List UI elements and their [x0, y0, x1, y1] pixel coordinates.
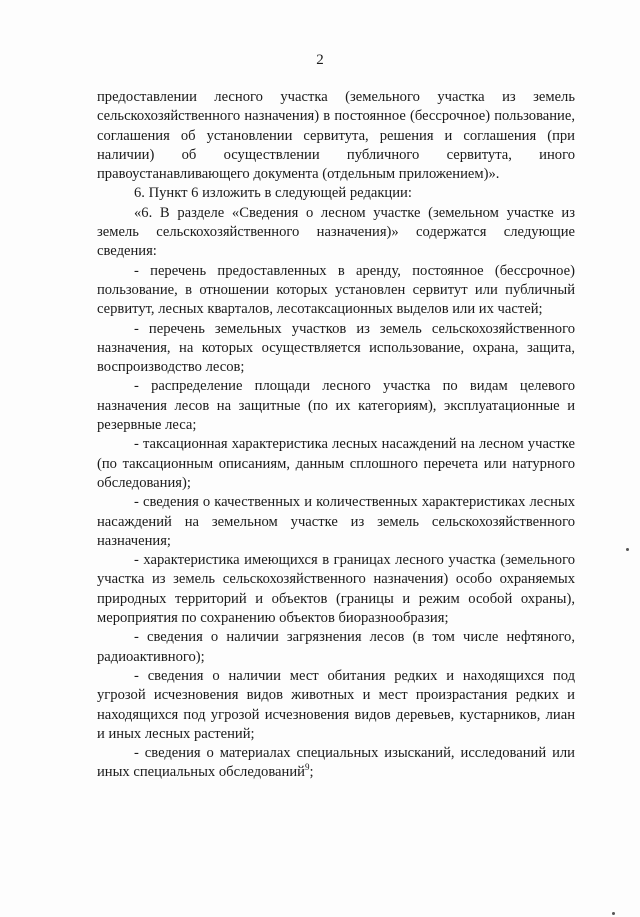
- list-item: - сведения о наличии загрязнения лесов (в том числе нефтяного, радиоактивного);: [97, 629, 575, 665]
- paragraph-continuation: предоставлении лесного участка (земельного участка из земель сельскохозяйственного назначения) в постоянное (бессрочное) пользование, соглашения об установлении сервитута, решения и соглашения (при наличии) об осуществлении публичного сервитута, иного правоустанавливающего документа (отдельным приложением)».: [97, 89, 575, 183]
- document-body: [97, 88, 575, 783]
- list-item-text: - сведения о материалах специальных изысканий, исследований или иных специальных обследований: [97, 745, 575, 781]
- list-item: - перечень земельных участков из земель сельскохозяйственного назначения, на которых осуществляется использование, охрана, защита, воспроизводство лесов;: [97, 320, 575, 376]
- list-item: - сведения о наличии мест обитания редких и находящихся под угрозой исчезновения видов животных и мест произрастания редких и находящихся под угрозой исчезновения видов деревьев, кустарников, лиан и иных лесных растений;: [97, 667, 575, 742]
- list-item: - перечень предоставленных в аренду, постоянное (бессрочное) пользование, в отношении которых установлен сервитут или публичный сервитут, лесных кварталов, лесотаксационных выделов или их частей;: [97, 262, 575, 318]
- paragraph-section-intro: «6. В разделе «Сведения о лесном участке (земельном участке из земель сельскохозяйственного назначения)» содержатся следующие сведения:: [97, 204, 575, 260]
- page-number: 2: [316, 52, 324, 68]
- scan-speck: [626, 548, 629, 551]
- list-item-end: ;: [309, 764, 314, 781]
- list-item: - распределение площади лесного участка по видам целевого назначения лесов на защитные (по их категориям), эксплуатационные и резервные леса;: [97, 378, 575, 434]
- footnote-marker: 9: [304, 762, 310, 773]
- list-item: - сведения о качественных и количественных характеристиках лесных насаждений на земельном участке из земель сельскохозяйственного назначения;: [97, 494, 575, 549]
- list-item-last: [97, 744, 575, 783]
- list-item: - таксационная характеристика лесных насаждений на лесном участке (по таксационным описаниям, данным сплошного перечета или натурного обследования);: [97, 436, 575, 491]
- paragraph-item-6-heading: 6. Пункт 6 изложить в следующей редакции:: [134, 185, 412, 202]
- scan-speck: [612, 912, 615, 915]
- list-item: - характеристика имеющихся в границах лесного участка (земельного участка из земель сельскохозяйственного назначения) особо охраняемых природных территорий и объектов (границы и режим особой охраны), мероприятия по сохранению объектов биоразнообразия;: [97, 552, 575, 627]
